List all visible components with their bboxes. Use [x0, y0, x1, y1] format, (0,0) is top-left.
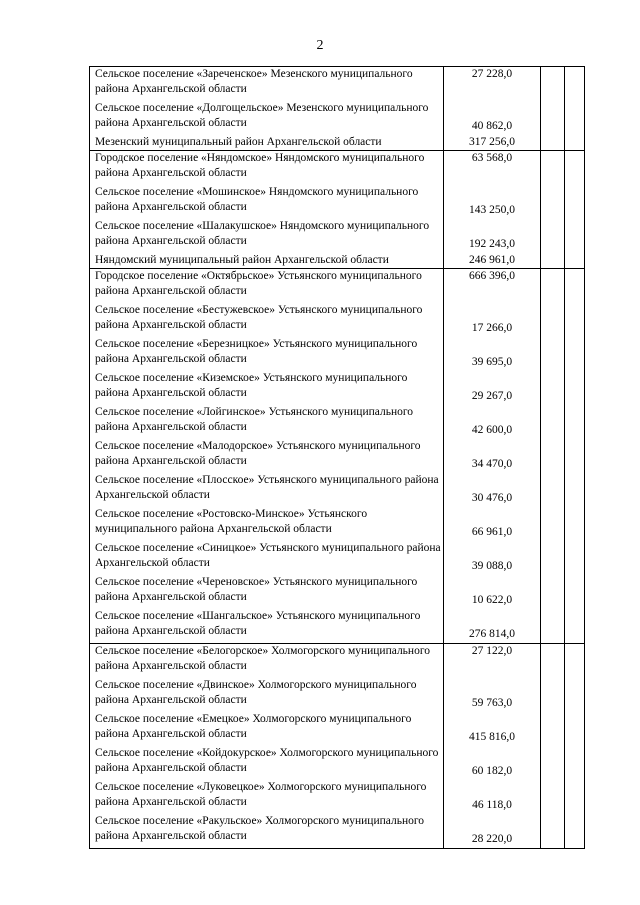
empty-cell — [541, 780, 565, 814]
empty-cell — [541, 269, 565, 304]
table-row — [90, 644, 585, 679]
municipality-name-cell: Сельское поселение «Киземское» Устьянского муниципального района Архангельской области — [90, 371, 444, 405]
amount-cell: 59 763,0 — [444, 678, 541, 712]
amount-cell: 143 250,0 — [444, 185, 541, 219]
table-row — [90, 507, 585, 541]
table-row — [90, 712, 585, 746]
table-row — [90, 473, 585, 507]
empty-cell — [541, 67, 565, 102]
table-row — [90, 219, 585, 253]
empty-cell — [565, 185, 585, 219]
table-row — [90, 151, 585, 186]
empty-cell — [565, 101, 585, 135]
empty-cell — [565, 337, 585, 371]
municipality-name-cell: Сельское поселение «Плосское» Устьянского муниципального района Архангельской области — [90, 473, 444, 507]
municipality-name-cell: Сельское поселение «Белогорское» Холмогорского муниципального района Архангельской области — [90, 644, 444, 679]
empty-cell — [565, 575, 585, 609]
empty-cell — [541, 712, 565, 746]
empty-cell — [565, 780, 585, 814]
municipality-name-cell: Городское поселение «Октябрьское» Устьянского муниципального района Архангельской области — [90, 269, 444, 304]
municipality-name-cell: Сельское поселение «Бестужевское» Устьянского муниципального района Архангельской области — [90, 303, 444, 337]
empty-cell — [565, 219, 585, 253]
empty-cell — [541, 814, 565, 849]
table-row — [90, 575, 585, 609]
empty-cell — [541, 101, 565, 135]
table-row — [90, 101, 585, 135]
table-row — [90, 135, 585, 151]
municipality-name-cell: Сельское поселение «Зареченское» Мезенского муниципального района Архангельской области — [90, 67, 444, 102]
municipality-name-cell: Няндомский муниципальный район Архангельской области — [90, 253, 444, 269]
table-row — [90, 678, 585, 712]
empty-cell — [565, 473, 585, 507]
municipality-name-cell: Сельское поселение «Малодорское» Устьянского муниципального района Архангельской области — [90, 439, 444, 473]
amount-cell: 63 568,0 — [444, 151, 541, 186]
amount-cell: 10 622,0 — [444, 575, 541, 609]
empty-cell — [541, 746, 565, 780]
empty-cell — [541, 473, 565, 507]
amount-cell: 42 600,0 — [444, 405, 541, 439]
empty-cell — [565, 67, 585, 102]
table-row — [90, 746, 585, 780]
empty-cell — [541, 405, 565, 439]
empty-cell — [565, 541, 585, 575]
municipality-name-cell: Сельское поселение «Койдокурское» Холмогорского муниципального района Архангельской области — [90, 746, 444, 780]
municipality-name-cell: Сельское поселение «Шангальское» Устьянского муниципального района Архангельской области — [90, 609, 444, 644]
empty-cell — [565, 135, 585, 151]
amount-cell: 276 814,0 — [444, 609, 541, 644]
empty-cell — [565, 371, 585, 405]
table-row — [90, 439, 585, 473]
empty-cell — [565, 507, 585, 541]
empty-cell — [565, 439, 585, 473]
empty-cell — [565, 151, 585, 186]
amount-cell: 29 267,0 — [444, 371, 541, 405]
table-row — [90, 253, 585, 269]
empty-cell — [565, 405, 585, 439]
amount-cell: 40 862,0 — [444, 101, 541, 135]
empty-cell — [541, 371, 565, 405]
amount-cell: 46 118,0 — [444, 780, 541, 814]
empty-cell — [565, 746, 585, 780]
table-row — [90, 609, 585, 644]
amount-cell: 39 088,0 — [444, 541, 541, 575]
empty-cell — [541, 337, 565, 371]
amount-cell: 192 243,0 — [444, 219, 541, 253]
municipality-name-cell: Сельское поселение «Шалакушское» Няндомского муниципального района Архангельской области — [90, 219, 444, 253]
empty-cell — [541, 135, 565, 151]
empty-cell — [541, 303, 565, 337]
table-row — [90, 541, 585, 575]
page-number: 2 — [316, 38, 324, 53]
empty-cell — [565, 269, 585, 304]
table-row — [90, 371, 585, 405]
amount-cell: 317 256,0 — [444, 135, 541, 151]
amount-cell: 39 695,0 — [444, 337, 541, 371]
empty-cell — [565, 644, 585, 679]
amount-cell: 415 816,0 — [444, 712, 541, 746]
empty-cell — [541, 253, 565, 269]
budget-table — [89, 66, 585, 849]
amount-cell: 60 182,0 — [444, 746, 541, 780]
empty-cell — [541, 575, 565, 609]
municipality-name-cell: Сельское поселение «Мошинское» Няндомского муниципального района Архангельской области — [90, 185, 444, 219]
empty-cell — [541, 644, 565, 679]
table-row — [90, 405, 585, 439]
empty-cell — [541, 439, 565, 473]
municipality-name-cell: Мезенский муниципальный район Архангельской области — [90, 135, 444, 151]
amount-cell: 17 266,0 — [444, 303, 541, 337]
table-row — [90, 185, 585, 219]
table-row — [90, 67, 585, 102]
empty-cell — [541, 609, 565, 644]
municipality-name-cell: Сельское поселение «Березницкое» Устьянского муниципального района Архангельской области — [90, 337, 444, 371]
empty-cell — [541, 507, 565, 541]
empty-cell — [565, 253, 585, 269]
table-row — [90, 337, 585, 371]
municipality-name-cell: Сельское поселение «Двинское» Холмогорского муниципального района Архангельской области — [90, 678, 444, 712]
amount-cell: 27 228,0 — [444, 67, 541, 102]
municipality-name-cell: Городское поселение «Няндомское» Няндомского муниципального района Архангельской области — [90, 151, 444, 186]
table-row — [90, 780, 585, 814]
table-row — [90, 814, 585, 849]
empty-cell — [541, 541, 565, 575]
table-body — [90, 67, 585, 849]
table-row — [90, 269, 585, 304]
empty-cell — [565, 303, 585, 337]
table-row — [90, 303, 585, 337]
empty-cell — [541, 219, 565, 253]
amount-cell: 30 476,0 — [444, 473, 541, 507]
amount-cell: 666 396,0 — [444, 269, 541, 304]
municipality-name-cell: Сельское поселение «Луковецкое» Холмогорского муниципального района Архангельской области — [90, 780, 444, 814]
empty-cell — [565, 678, 585, 712]
empty-cell — [565, 814, 585, 849]
municipality-name-cell: Сельское поселение «Ракульское» Холмогорского муниципального района Архангельской области — [90, 814, 444, 849]
empty-cell — [541, 151, 565, 186]
municipality-name-cell: Сельское поселение «Ростовско-Минское» Устьянского муниципального района Архангельской области — [90, 507, 444, 541]
amount-cell: 28 220,0 — [444, 814, 541, 849]
amount-cell: 27 122,0 — [444, 644, 541, 679]
empty-cell — [565, 609, 585, 644]
amount-cell: 34 470,0 — [444, 439, 541, 473]
municipality-name-cell: Сельское поселение «Синицкое» Устьянского муниципального района Архангельской области — [90, 541, 444, 575]
municipality-name-cell: Сельское поселение «Череновское» Устьянского муниципального района Архангельской области — [90, 575, 444, 609]
municipality-name-cell: Сельское поселение «Емецкое» Холмогорского муниципального района Архангельской области — [90, 712, 444, 746]
empty-cell — [565, 712, 585, 746]
municipality-name-cell: Сельское поселение «Долгощельское» Мезенского муниципального района Архангельской области — [90, 101, 444, 135]
empty-cell — [541, 678, 565, 712]
municipality-name-cell: Сельское поселение «Лойгинское» Устьянского муниципального района Архангельской области — [90, 405, 444, 439]
empty-cell — [541, 185, 565, 219]
amount-cell: 246 961,0 — [444, 253, 541, 269]
amount-cell: 66 961,0 — [444, 507, 541, 541]
